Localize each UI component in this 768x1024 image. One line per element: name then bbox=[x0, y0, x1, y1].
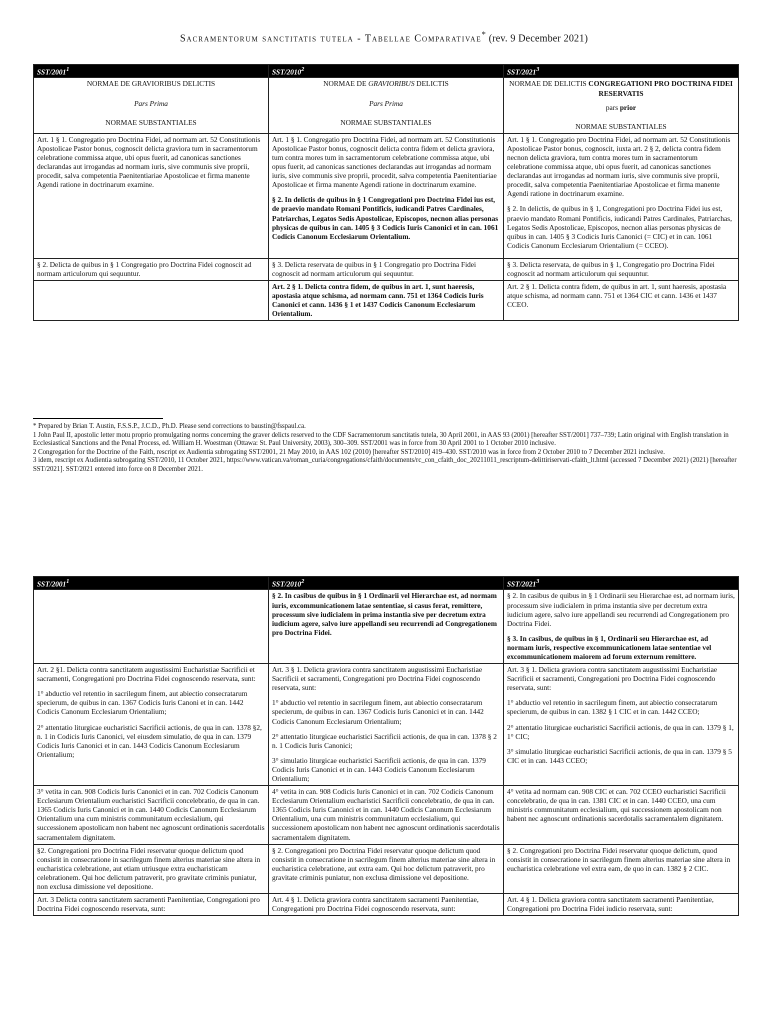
column-header-sst2021: SST/2021$^3$ bbox=[504, 577, 739, 590]
title-footnote-mark: * bbox=[481, 30, 487, 39]
cell-par3-2010: § 3. Delicta reservata de quibus in § 1 Congregatio pro Doctrina Fidei cognoscit ad normam articulorum qui sequuntur. bbox=[269, 258, 504, 280]
footnote-1: 1 John Paul II, apostolic letter motu proprio promulgating norms concerning the graver delicts reserved to the CDF Sacramentorum sanctitatis tutela, 30 April 2001, in AAS 93 (2001) [hereafter SST/2001] 737–739; Latin original with English translation in Ecclesiastical Sanctions and the Penal Process, ed. William H. Woestman (Ottawa: St. Paul University, 2003), 300–309. SST/2001 was in force from 30 April 2001 to 1 October 2010 inclusive. bbox=[33, 431, 729, 448]
heading-cell-2010: NORMAE DE GRAVIORIBUS DELICTIS Pars Prima NORMAE SUBSTANTIALES bbox=[269, 78, 504, 133]
cell-consecration-2021: § 2. Congregationi pro Doctrina Fidei reservatur quoque delictum, quod consistit in consecratione in sacrilegum finem alterius materiae sine altera in eucharistica celebratione vel extra eam, de quo in can. 1382 § 2 CIC. bbox=[504, 844, 739, 893]
column-header-row-2 bbox=[34, 577, 739, 590]
cell-penance-2010: Art. 4 § 1. Delicta graviora contra sanctitatem sacramenti Paenitentiae, Congregationi pro Doctrina Fidei cognoscendo reservata, sunt: bbox=[269, 894, 504, 916]
table-row-consecration bbox=[34, 844, 739, 893]
footnote-2: 2 Congregation for the Doctrine of the Faith, rescript ex Audientia subrogating SST/2001, 21 May 2010, in AAS 102 (2010) [hereafter SST/2010] 419–430. SST/2010 was in force from 2 October 2010 to 7 December 2021 inclusive. bbox=[33, 448, 665, 456]
cell-consecration-2010: § 2. Congregationi pro Doctrina Fidei reservatur quoque delictum quod consistit in consecratione in sacrilegum finem alterius materiae sine altera in eucharistica celebratione, aut extra eam. Qui hoc delictum patraverit, pro gravitate criminis puniatur, non exclusa dimissione vel depositione. bbox=[269, 844, 504, 893]
cell-art2-2010: Art. 2 § 1. Delicta contra fidem, de quibus in art. 1, sunt haeresis, apostasia atque schisma, ad normam cann. 751 et 1364 Codicis Iuris Canonici et cann. 1436 § 1 et 1437 Codicis Canonum Ecclesiarum Orientalium. bbox=[269, 281, 504, 321]
column-header-row bbox=[34, 65, 739, 78]
cell-penance-2021: Art. 4 § 1. Delicta graviora contra sanctitatem sacramenti Paenitentiae, Congregationi pro Doctrina Fidei iudicio reservata, sunt: bbox=[504, 894, 739, 916]
table-row-art2-par2 bbox=[34, 590, 739, 664]
cell-penance-2001: Art. 3 Delicta contra sanctitatem sacramenti Paenitentiae, Congregationi pro Doctrina Fidei cognoscendo reservata, sunt: bbox=[34, 894, 269, 916]
cell-concelebration-2001: 3° vetita in can. 908 Codicis Iuris Canonici et in can. 702 Codicis Canonum Ecclesiarum Orientalium eucharistici Sacrificii concelebratio, de qua in can. 1365 Codicis Iuris Canonici et in can. 1440 Codicis Canonum Ecclesiarum Orientalium una cum ministris communitatum ecclesialium, qui successionem apostolicam non habent nec agnoscunt ordinationis sacerdotalis sacramentalem dignitatem. bbox=[34, 786, 269, 845]
heading-cell-2021: NORMAE DE DELICTIS CONGREGATIONI PRO DOCTRINA FIDEI RESERVATIS pars prior NORMAE SUBSTANTIALES bbox=[504, 78, 739, 133]
footnote-author: * Prepared by Brian T. Austin, F.S.S.P., J.C.D., Ph.D. Please send corrections to baustin@fsspaul.ca. bbox=[33, 423, 306, 430]
cell-par2-2001: § 2. Delicta de quibus in § 1 Congregatio pro Doctrina Fidei cognoscit ad normam articulorum qui sequuntur. bbox=[34, 258, 269, 280]
column-header-sst2010: SST/2010$^2$ bbox=[269, 577, 504, 590]
column-header-sst2001: SST/2001$^1$ bbox=[34, 65, 269, 78]
cell-art1-2010: Art. 1 § 1. Congregatio pro Doctrina Fidei, ad normam art. 52 Constitutionis Apostolicae Pastor bonus, cognoscit delicta contra fidem et delicta graviora, tum contra mores tum in sacramentorum celebratione commissa atque, ubi opus fuerit, ad canonicas sanctiones declarandas aut irrogandas ad normam iuris, sive communis sive proprii, procedit, salva competentia Paenitentiariae Apostolicae et firma manente Agendi ratione in doctrinarum examine. § 2. In delictis de quibus in § 1 Congregationi pro Doctrina Fidei ius est, de praevio mandato Romani Pontificis, iudicandi Patres Cardinales, Patriarchas, Legatos Sedis Apostolicae, Episcopos, necnon alias personas physicas de quibus in can. 1405 § 3 Codicis Iuris Canonici et in can. 1061 Codicis Canonum Ecclesiarum Orientalium. bbox=[269, 133, 504, 258]
cell-empty-2001 bbox=[34, 590, 269, 664]
table-row-concelebration bbox=[34, 786, 739, 845]
heading-cell-2001: NORMAE DE GRAVIORIBUS DELICTIS Pars Prima NORMAE SUBSTANTIALES bbox=[34, 78, 269, 133]
cell-art1-2001: Art. 1 § 1. Congregatio pro Doctrina Fidei, ad normam art. 52 Constitutionis Apostolicae Pastor bonus, cognoscit delicta graviora tum in sacramentorum celebratione commissa atque, ubi opus fuerit, ad canonicas sanctiones declarandas aut irrogandas ad normam iuris, sive communis sive proprii, procedit, salva competentia Paenitentiariae Apostolicae et firma manente Agendi ratione in doctrinarum examine. bbox=[34, 133, 269, 258]
title-revision: (rev. 9 December 2021) bbox=[486, 33, 588, 45]
cell-par2-2021: § 2. In casibus de quibus in § 1 Ordinarii seu Hierarchae est, ad normam iuris, processum sive iudicialem in prima instantia sive per decretum extra iudicium agere, salvo iure appellandi seu recurrendi ad Congregationem pro Doctrina Fidei. § 3. In casibus, de quibus in § 1, Ordinarii seu Hierarchae est, ad normam iuris, respective excommunicationem latae sententiae vel excommunicationem maiorem ad forum externum remittere. bbox=[504, 590, 739, 664]
cell-eucharist-2001: Art. 2 §1. Delicta contra sanctitatem augustissimi Eucharistiae Sacrificii et sacramenti, Congregationi pro Doctrina Fidei cognoscendo reservata, sunt: 1° abductio vel retentio in sacrilegum finem, aut abiectio consecratarum specierum, de quibus in can. 1367 Codicis Iuris Canoni et in can. 1442 Codicis Canonum Ecclesiarum Orientalium; 2° attentatio liturgicae eucharistici Sacrificii actionis, de qua in can. 1378 §2, n. 1 in Codicis Iuris Canonici, vel eiusdem simulatio, de qua in can. 1379 Codicis Iuris Canonici et in can. 1443 Codicis Canonum Ecclesiarum Orientalium; bbox=[34, 664, 269, 786]
cell-art2-2001-empty bbox=[34, 281, 269, 321]
footnote-separator bbox=[33, 418, 163, 419]
cell-concelebration-2010: 4° vetita in can. 908 Codicis Iuris Canonici et in can. 702 Codicis Canonum Ecclesiarum Orientalium eucharistici Sacrificii concelebratio, de qua in can. 1365 Codicis Iuris Canonici et in can. 1440 Codicis Canonum Ecclesiarum Orientalium, una cum ministris communitatum ecclesialium, qui successionem apostolicam non habent nec agnoscunt ordinationis sacerdotalis sacramentalem dignitatem. bbox=[269, 786, 504, 845]
table-row-art1 bbox=[34, 133, 739, 258]
comparison-table-2 bbox=[33, 576, 739, 916]
column-header-sst2021: SST/2021$^3$ bbox=[504, 65, 739, 78]
cell-par2-2010: § 2. In casibus de quibus in § 1 Ordinarii vel Hierarchae est, ad normam iuris, excommunicationem latae sententiae, si casus ferat, remittere, processum sive iudicialem in prima instantia sive per decretum extra iudicium agere, salvo iure appellandi seu recurrendi ad Congregationem pro Doctrina Fidei. bbox=[269, 590, 504, 664]
column-header-sst2010: SST/2010$^2$ bbox=[269, 65, 504, 78]
table-row-eucharist bbox=[34, 664, 739, 786]
table-row-penance bbox=[34, 894, 739, 916]
table-row-headings bbox=[34, 78, 739, 133]
column-header-sst2001: SST/2001$^1$ bbox=[34, 577, 269, 590]
footnotes bbox=[33, 418, 738, 475]
footnote-3: 3 idem, rescript ex Audientia subrogating SST/2010, 11 October 2021, https://www.vatican.va/roman_curia/congregations/cfaith/documents/rc_con_cfaith_doc_20211011_rescriptum-delittiriservati-cfaith_lt.html (accessed 7 December 2021) (2021) [hereafter SST/2021]. SST/2021 entered into force on 8 December 2021. bbox=[33, 457, 737, 473]
comparison-table-1 bbox=[33, 64, 739, 321]
cell-eucharist-2010: Art. 3 § 1. Delicta graviora contra sanctitatem augustissimi Eucharistiae Sacrificii et sacramenti, Congregationi pro Doctrina Fidei cognoscendo reservata, sunt: 1° abductio vel retentio in sacrilegum finem, aut abiectio consecratarum specierum, de quibus in can. 1367 Codicis Iuris Canonici et in can. 1442 Codicis Canonum Ecclesiarum Orientalium; 2° attentatio liturgicae eucharistici Sacrificii actionis, de qua in can. 1378 § 2 n. 1 Codicis Iuris Canonici; 3° simulatio liturgicae eucharistici Sacrificii actionis, de qua in can. 1379 Codicis Iuris Canonici et in can. 1443 Codicis Canonum Ecclesiarum Orientalium; bbox=[269, 664, 504, 786]
cell-par3-2021: § 3. Delicta reservata, de quibus in § 1, Congregatio pro Doctrina Fidei cognoscit ad normam articulorum qui sequuntur. bbox=[504, 258, 739, 280]
document-title bbox=[0, 30, 768, 44]
title-main: Sacramentorum sanctitatis tutela - Tabellae Comparativae bbox=[180, 33, 482, 45]
cell-concelebration-2021: 4° vetita ad normam can. 908 CIC et can. 702 CCEO eucharistici Sacrificii concelebratio, de qua in can. 1381 CIC et in can. 1440 CCEO, una cum ministris communitatum ecclesialium, qui successionem apostolicam non habent nec agnoscunt ordinationis sacerdotalis sacramentalem dignitatem. bbox=[504, 786, 739, 845]
cell-eucharist-2021: Art. 3 § 1. Delicta graviora contra sanctitatem augustissimi Eucharistiae Sacrificii et sacramenti, Congregationi pro Doctrina Fidei cognoscendo reservata, sunt: 1° abductio vel retentio in sacrilegum finem, aut abiectio consecratarum specierum, de quibus in can. 1382 § 1 CIC et in can. 1442 CCEO; 2° attentatio liturgicae eucharistici Sacrificii actionis, de qua in can. 1379 § 1, 1° CIC; 3° simulatio liturgicae eucharistici Sacrificii actionis, de qua in can. 1379 § 5 CIC et in can. 1443 CCEO; bbox=[504, 664, 739, 786]
table-row-par2 bbox=[34, 258, 739, 280]
table-row-art2 bbox=[34, 281, 739, 321]
cell-consecration-2001: §2. Congregationi pro Doctrina Fidei reservatur quoque delictum quod consistit in consecratione in sacrilegum finem alterius materiae sine altera in eucharistica celebratione, aut etiam utriusque extra eucharisticam celebrationem. Qui hoc delictum patraverit, pro gravitate criminis puniatur, non exclusa dimissione vel depositione. bbox=[34, 844, 269, 893]
cell-art2-2021: Art. 2 § 1. Delicta contra fidem, de quibus in art. 1, sunt haeresis, apostasia atque schisma, ad normam cann. 751 et 1364 CIC et cann. 1436 et 1437 CCEO. bbox=[504, 281, 739, 321]
cell-art1-2021: Art. 1 § 1. Congregatio pro Doctrina Fidei, ad normam art. 52 Constitutionis Apostolicae Pastor bonus, cognoscit, iuxta art. 2 § 2, delicta contra fidem necnon delicta graviora, tum contra mores tum in sacramentorum celebratione commissa atque, ubi opus fuerit, ad canonicas sanctiones declarandas aut irrogandas ad normam iuris, sive communis sive proprii, procedit, salva competentia Paenitentiariae Apostolicae et firma manente Agendi ratione in doctrinarum examine. § 2. In delictis, de quibus in § 1, Congregationi pro Doctrina Fidei ius est, praevio mandato Romani Pontificis, iudicandi Patres Cardinales, Patriarchas, Legatos Sedis Apostolicae, Episcopos, necnon alias personas physicas de quibus in can. 1405 § 3 Codicis Iuris Canonici (= CIC) et in can. 1061 Codicis Canonum Ecclesiarum Orientalium (= CCEO). bbox=[504, 133, 739, 258]
